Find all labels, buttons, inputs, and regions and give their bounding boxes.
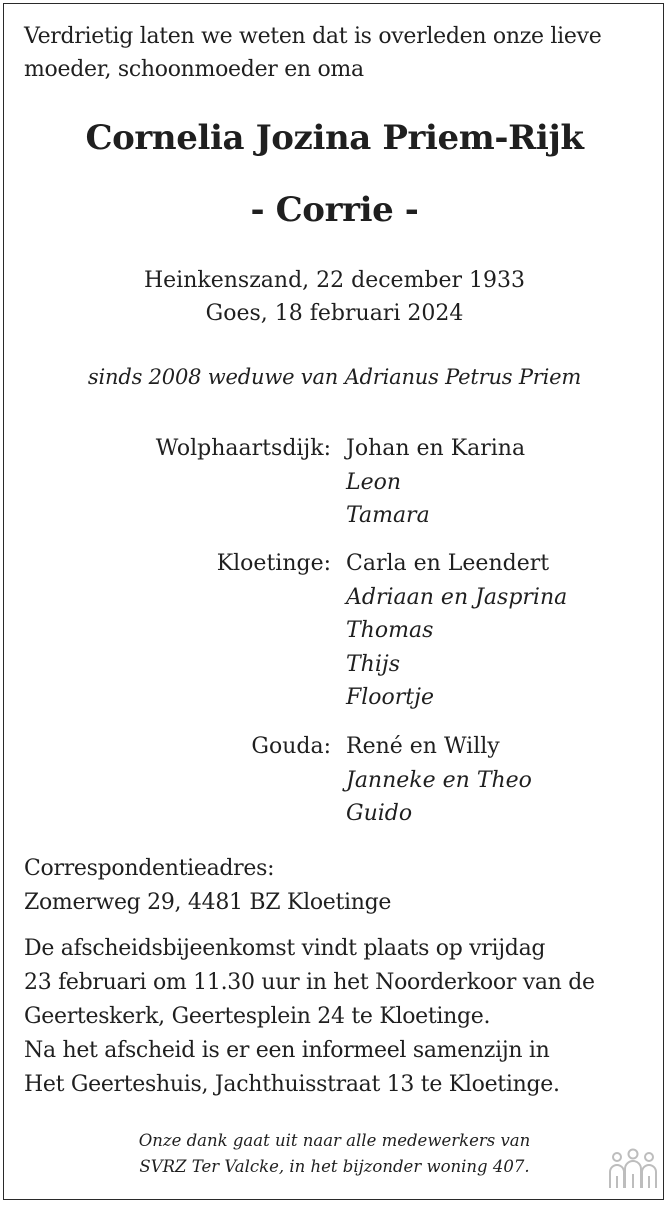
family-child: Floortje: [346, 685, 434, 710]
farewell-line: Het Geerteshuis, Jachthuisstraat 13 te Kloetinge.: [24, 1072, 560, 1097]
intro-line: moeder, schoonmoeder en oma: [24, 57, 364, 82]
deceased-nickname: - Corrie -: [250, 190, 419, 230]
family-place: Gouda:: [251, 734, 331, 759]
thanks-note: [0, 1128, 669, 1180]
family-child: Adriaan en Jasprina: [346, 584, 568, 610]
farewell-line: Na het afscheid is er een informeel samenzijn in: [24, 1038, 550, 1063]
correspondence-label: Correspondentieadres:: [24, 856, 275, 881]
family-child: Thomas: [346, 618, 434, 643]
thanks-line: Onze dank gaat uit naar alle medewerkers van: [138, 1131, 531, 1150]
family-place: Kloetinge:: [216, 551, 331, 576]
family-child: Janneke en Theo: [346, 767, 532, 793]
family-members: [346, 432, 525, 533]
farewell-details: [24, 932, 644, 1102]
farewell-line: De afscheidsbijeenkomst vindt plaats op vrijdag: [24, 936, 546, 961]
death-date: Goes, 18 februari 2024: [205, 301, 464, 326]
widow-line: sinds 2008 weduwe van Adrianus Petrus Priem: [87, 365, 582, 389]
family-child: Tamara: [346, 503, 430, 528]
family-members: [346, 730, 532, 831]
farewell-line: 23 februari om 11.30 uur in het Noorderkoor van de: [24, 970, 595, 995]
family-group-icon: [606, 1148, 660, 1190]
correspondence-address-line: Zomerweg 29, 4481 BZ Kloetinge: [24, 890, 392, 915]
birth-date: Heinkenszand, 22 december 1933: [143, 268, 526, 293]
family-child: Thijs: [346, 651, 400, 677]
correspondence-address: [24, 852, 644, 920]
intro-line: Verdrietig laten we weten dat is overleden onze lieve: [24, 24, 602, 49]
family-place: Wolphaartsdijk:: [155, 436, 331, 461]
life-dates: [0, 264, 669, 330]
thanks-line: SVRZ Ter Valcke, in het bijzonder woning 407.: [139, 1157, 530, 1176]
intro-text: [24, 20, 624, 86]
family-child: Leon: [346, 469, 402, 495]
family-couple: René en Willy: [346, 734, 500, 759]
family-child: Guido: [346, 801, 413, 826]
family-couple: Johan en Karina: [346, 436, 526, 461]
family-members: [346, 547, 567, 715]
family-couple: Carla en Leendert: [346, 551, 550, 576]
deceased-full-name: Cornelia Jozina Priem-Rijk: [85, 118, 584, 158]
farewell-line: Geerteskerk, Geertesplein 24 te Kloetinge.: [24, 1004, 491, 1029]
